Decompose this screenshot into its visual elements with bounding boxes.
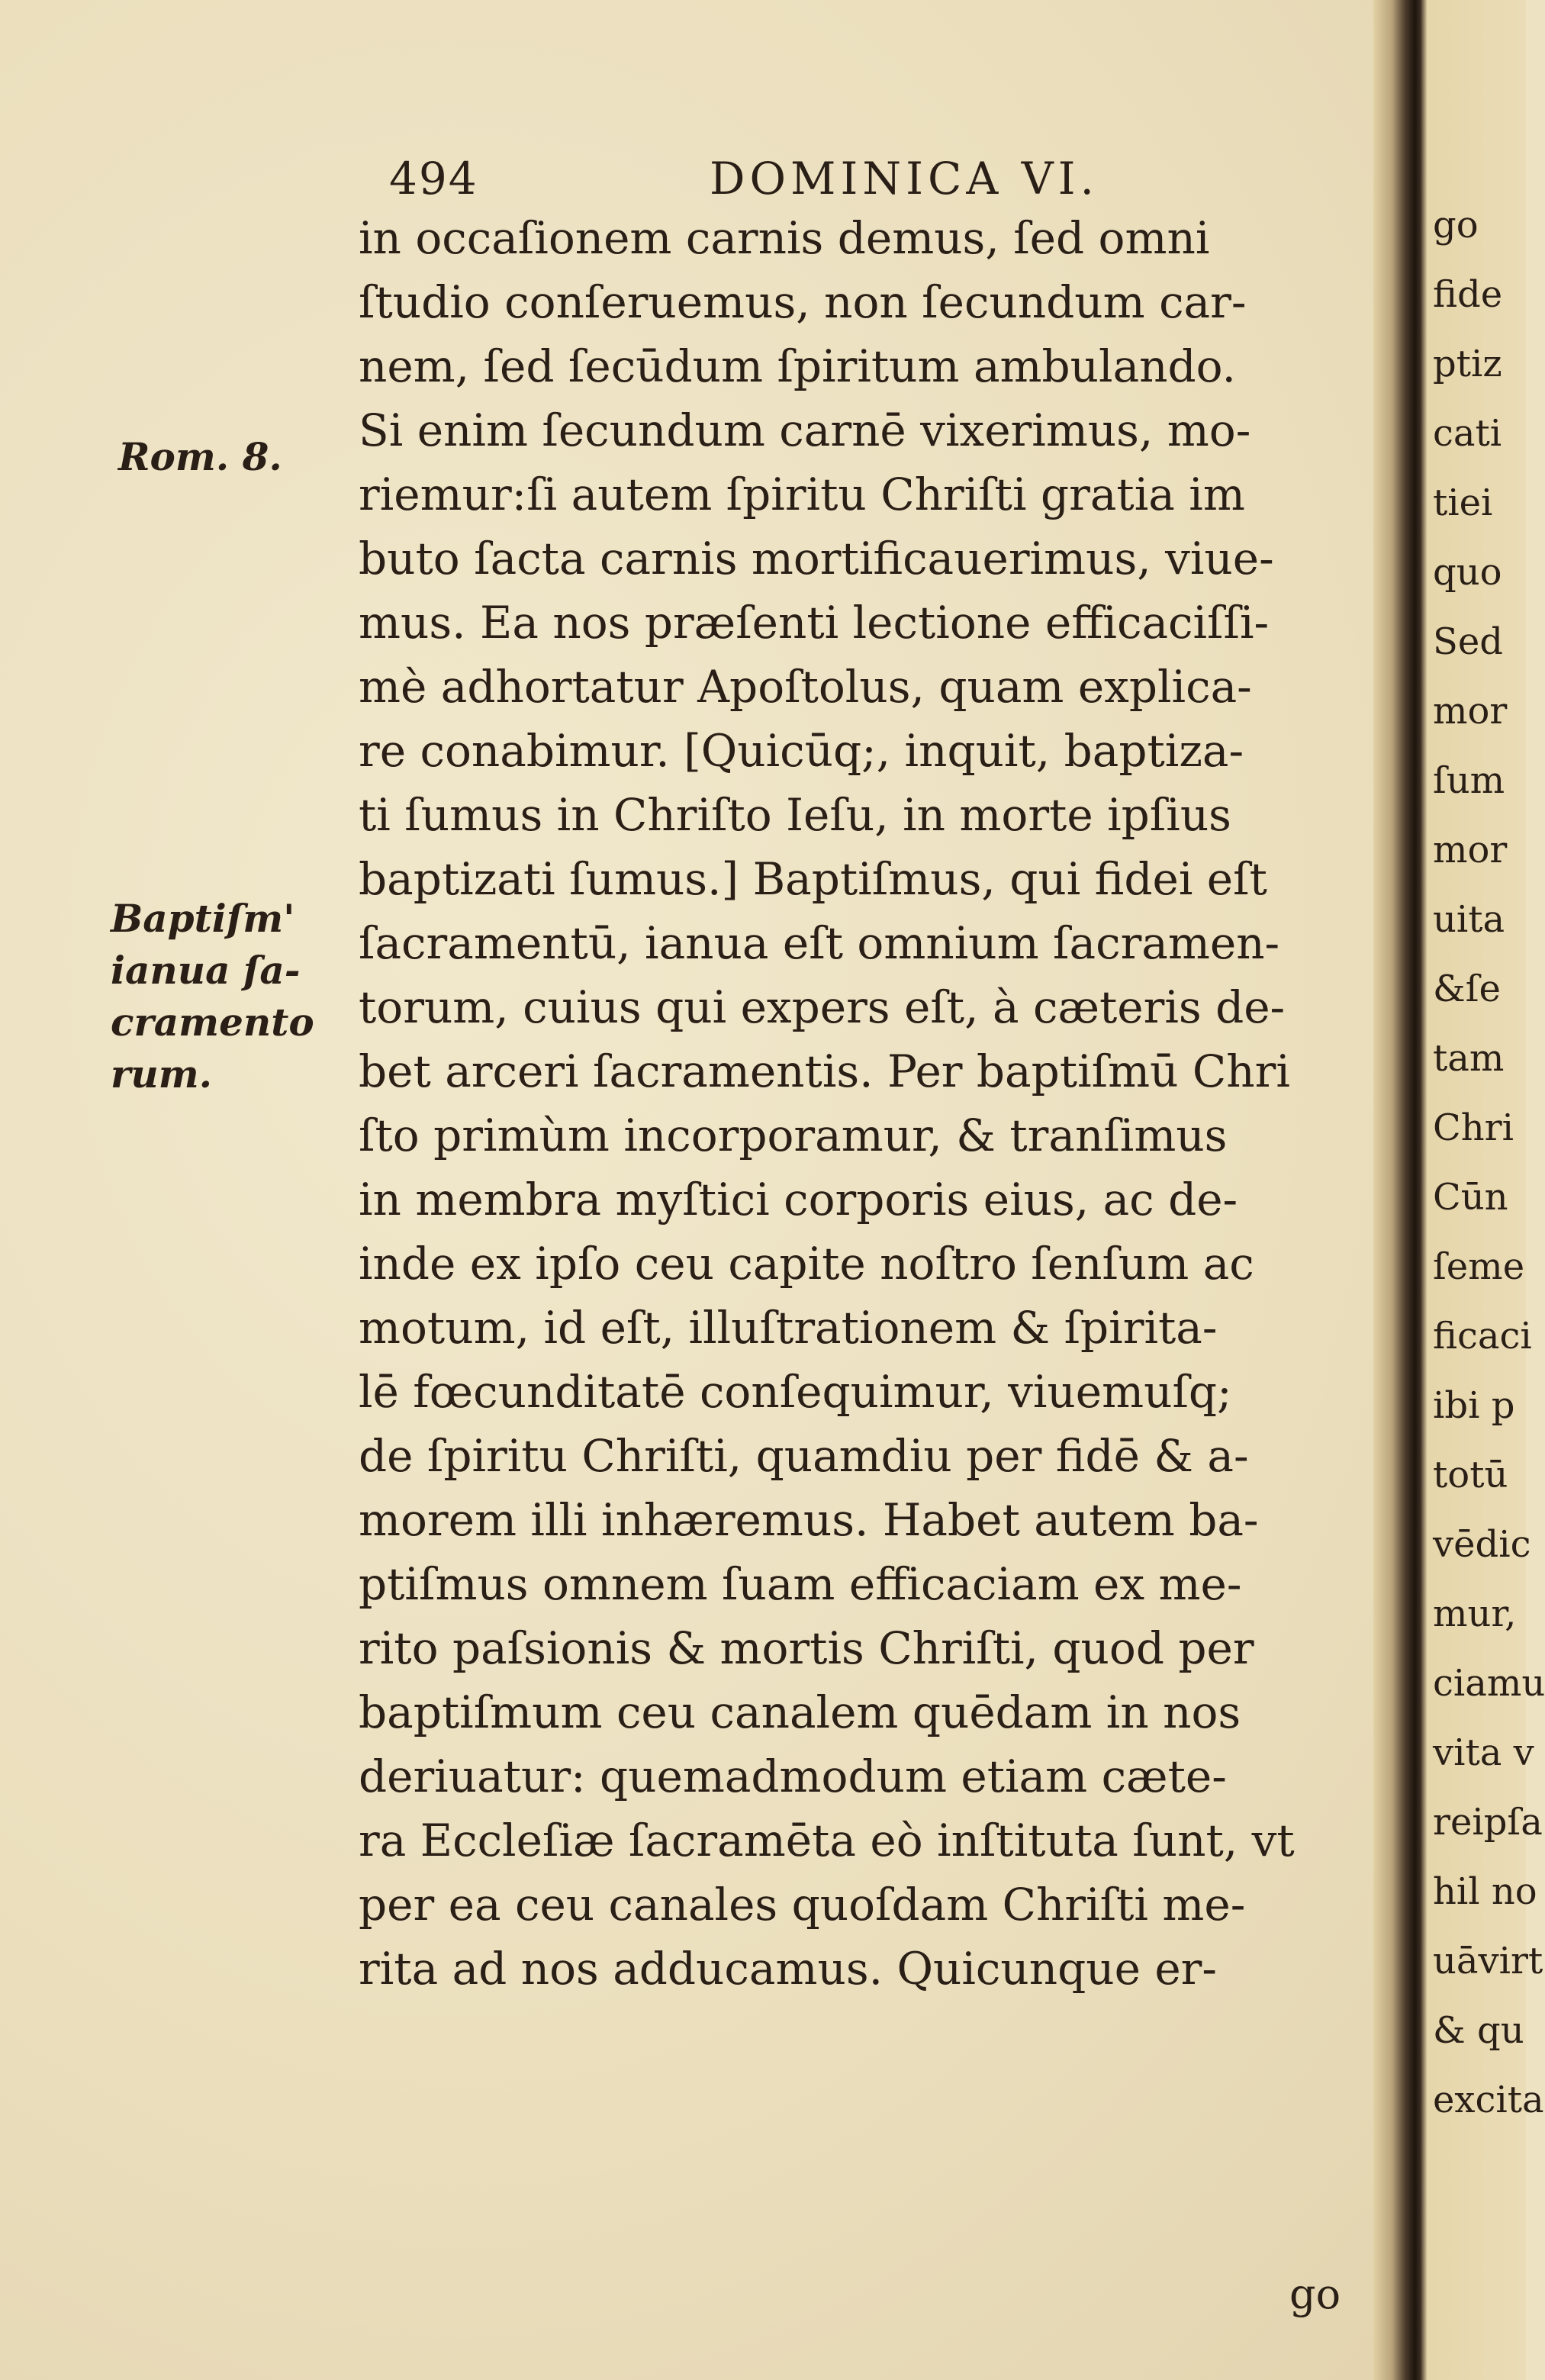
text-line: ra Eccleſiæ ſacramēta eò inſtituta ſunt, vt xyxy=(359,1815,1295,1866)
fragment-line: &ſe xyxy=(1433,968,1501,1010)
text-line: riemur:ſi autem ſpiritu Chriſti gratia im xyxy=(359,469,1245,520)
text-line: nem, ſed ſecūdum ſpiritum ambulando. xyxy=(359,340,1236,392)
text-line: rito paſsionis & mortis Chriſti, quod per xyxy=(359,1622,1254,1674)
fragment-line: mor xyxy=(1433,690,1508,733)
text-line: ptiſmus omnem ſuam efficaciam ex me- xyxy=(359,1558,1242,1610)
text-line: deriuatur: quemadmodum etiam cæte- xyxy=(359,1750,1227,1802)
text-line: inde ex ipſo ceu capite noſtro ſenſum ac xyxy=(359,1238,1254,1290)
text-line: morem illi inhæremus. Habet autem ba- xyxy=(359,1494,1259,1546)
text-line: ſtudio conſeruemus, non ſecundum car- xyxy=(359,276,1247,328)
text-line: Si enim ſecundum carnē vixerimus, mo- xyxy=(359,404,1251,456)
fragment-line: Sed xyxy=(1433,620,1504,663)
text-line: ſto primùm incorporamur, & tranſimus xyxy=(359,1109,1228,1161)
page-number: 494 xyxy=(389,153,478,205)
fragment-line: ciamu xyxy=(1433,1662,1545,1705)
text-line: baptiſmum ceu canalem quēdam in nos xyxy=(359,1686,1241,1738)
fragment-line: go xyxy=(1433,204,1479,246)
margin-note-line: Baptiſm' xyxy=(111,896,295,941)
margin-note-line: rum. xyxy=(111,1052,213,1097)
fragment-line: tam xyxy=(1433,1037,1505,1080)
right-page-edge xyxy=(1427,0,1545,2380)
fragment-line: cati xyxy=(1433,412,1502,455)
fragment-line: ptiz xyxy=(1433,343,1502,385)
book-gutter xyxy=(1373,0,1427,2380)
fragment-line: Chri xyxy=(1433,1106,1514,1149)
fragment-line: excita xyxy=(1433,2079,1544,2121)
text-line: ti ſumus in Chriſto Ieſu, in morte ipſius xyxy=(359,789,1231,841)
text-line: per ea ceu canales quoſdam Chriſti me- xyxy=(359,1879,1246,1931)
fragment-line: hil no xyxy=(1433,1870,1537,1913)
fragment-line: ficaci xyxy=(1433,1315,1532,1357)
text-line: rita ad nos adducamus. Quicunque er- xyxy=(359,1943,1217,1995)
text-line: in occaſionem carnis demus, ſed omni xyxy=(359,212,1210,264)
text-line: re conabimur. [Quicūq;, inquit, baptiza- xyxy=(359,725,1244,777)
catchword: go xyxy=(1289,2270,1341,2318)
fragment-line: ibi p xyxy=(1433,1384,1515,1427)
margin-note-line: ianua ſa- xyxy=(111,948,301,993)
fragment-line: vita v xyxy=(1433,1731,1534,1774)
text-line: torum, cuius qui expers eſt, à cæteris de- xyxy=(359,981,1286,1033)
fragment-line: mur, xyxy=(1433,1593,1517,1635)
fragment-line: mor xyxy=(1433,829,1508,871)
text-line: bet arceri ſacramentis. Per baptiſmū Chri xyxy=(359,1045,1290,1097)
text-line: mus. Ea nos præſenti lectione efficaciſſi- xyxy=(359,597,1270,649)
fragment-line: vēdic xyxy=(1433,1523,1531,1566)
fragment-line: uita xyxy=(1433,898,1505,941)
fragment-line: fide xyxy=(1433,273,1503,316)
fragment-line: reipſa xyxy=(1433,1801,1543,1844)
text-line: de ſpiritu Chriſti, quamdiu per fidē & a- xyxy=(359,1430,1249,1482)
right-page-fragments xyxy=(1433,191,1545,2135)
fragment-line: uāvirt xyxy=(1433,1940,1543,1982)
text-line: in membra myſtici corporis eius, ac de- xyxy=(359,1174,1238,1225)
margin-note-baptism xyxy=(111,893,314,1100)
text-line: baptizati ſumus.] Baptiſmus, qui fidei eſt xyxy=(359,853,1267,905)
text-line: motum, id eſt, illuſtrationem & ſpirita- xyxy=(359,1302,1218,1354)
text-line: buto ſacta carnis mortificauerimus, viue- xyxy=(359,533,1274,585)
fragment-line: ſum xyxy=(1433,759,1505,802)
fragment-line: ſeme xyxy=(1433,1245,1525,1288)
body-text xyxy=(359,206,1366,2001)
text-line: lē fœcunditatē conſequimur, viuemuſq; xyxy=(359,1366,1232,1418)
fragment-line: tiei xyxy=(1433,481,1493,524)
running-head: DOMINICA VI. xyxy=(710,153,1099,205)
fragment-line: quo xyxy=(1433,551,1502,594)
fragment-line: totū xyxy=(1433,1454,1508,1496)
fragment-line: & qu xyxy=(1433,2009,1524,2052)
margin-note-rom: Rom. 8. xyxy=(118,434,282,479)
text-line: mè adhortatur Apoſtolus, quam explica- xyxy=(359,661,1252,713)
text-line: ſacramentū, ianua eſt omnium ſacramen- xyxy=(359,917,1280,969)
margin-note-line: cramento xyxy=(111,1000,314,1045)
fragment-line: Cūn xyxy=(1433,1176,1508,1219)
